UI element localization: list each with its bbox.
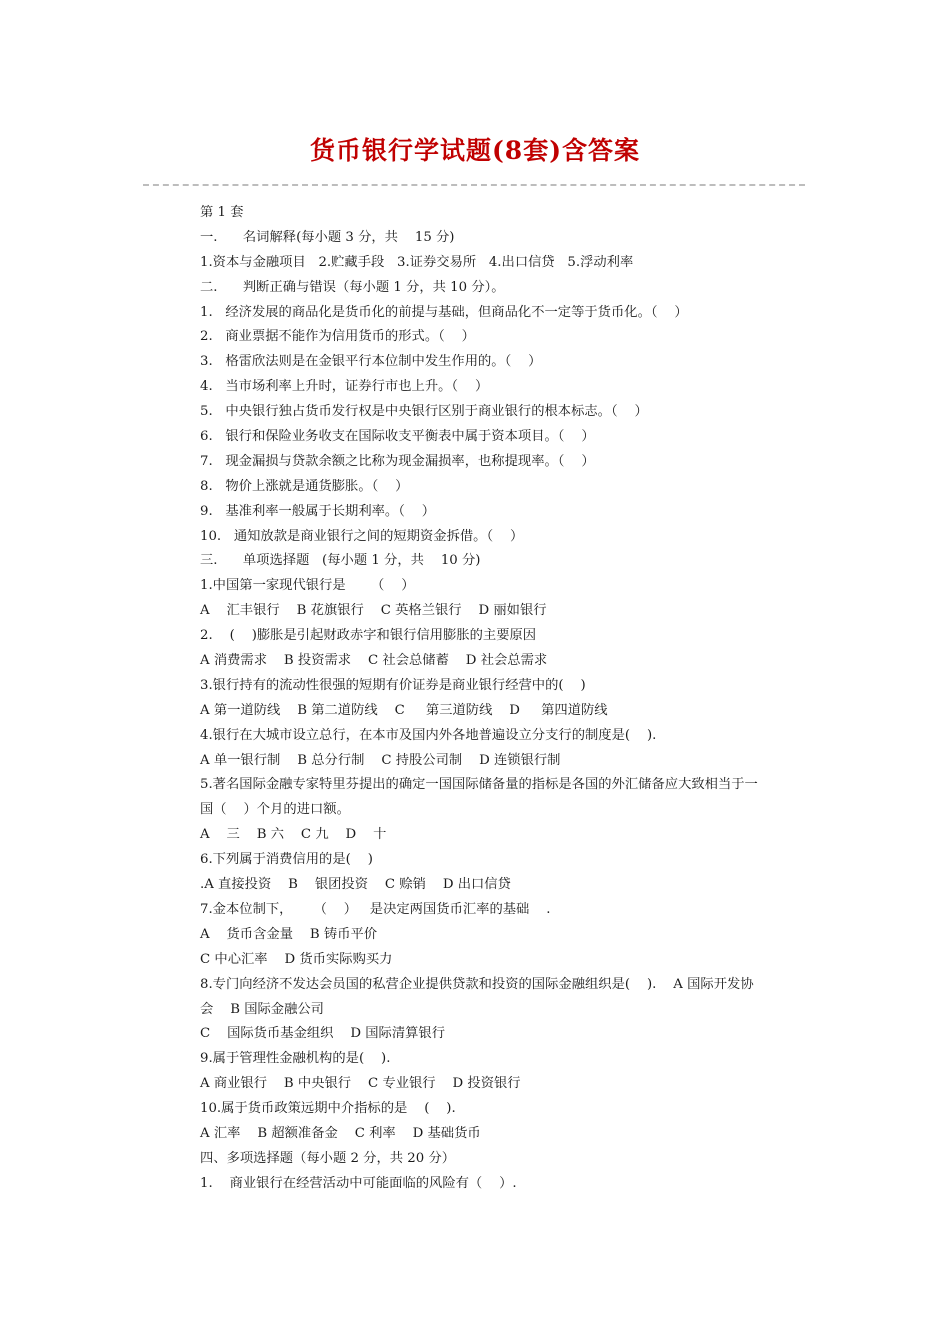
text-line: 1.资本与金融项目 2.贮藏手段 3.证券交易所 4.出口信贷 5.浮动利率 (200, 254, 634, 270)
text-line: 一. 名词解释(每小题 3 分，共 15 分) (200, 229, 455, 245)
text-line: A 三 B 六 C 九 D 十 (200, 827, 387, 843)
text-line: 会 B 国际金融公司 (200, 1001, 324, 1017)
text-line: 4.银行在大城市设立总行，在本市及国内外各地普遍设立分支行的制度是( ). (200, 727, 657, 743)
text-line: A 商业银行 B 中央银行 C 专业银行 D 投资银行 (200, 1076, 521, 1092)
title-divider (143, 184, 805, 186)
text-line: 6.下列属于消费信用的是( ) (200, 852, 373, 868)
text-line: 3.银行持有的流动性很强的短期有价证券是商业银行经营中的( ) (200, 677, 586, 693)
text-line: A 第一道防线 B 第二道防线 C 第三道防线 D 第四道防线 (200, 702, 608, 718)
text-line: 10.属于货币政策远期中介指标的是 ( ). (200, 1101, 456, 1117)
text-line: 7. 现金漏损与贷款余额之比称为现金漏损率，也称提现率。（ ） (200, 453, 595, 469)
text-line: 4. 当市场利率上升时，证券行市也上升。（ ） (200, 379, 489, 395)
text-line: 2. 商业票据不能作为信用货币的形式。（ ） (200, 329, 475, 345)
text-line: C 国际货币基金组织 D 国际清算银行 (200, 1026, 446, 1042)
text-line: A 单一银行制 B 总分行制 C 持股公司制 D 连锁银行制 (200, 752, 561, 768)
text-line: 9. 基准利率一般属于长期利率。（ ） (200, 503, 436, 519)
text-line: 1. 经济发展的商品化是货币化的前提与基础，但商品化不一定等于货币化。（ ） (200, 304, 688, 320)
document-title: 货币银行学试题(8套)含答案 (309, 136, 641, 165)
text-line: 5. 中央银行独占货币发行权是中央银行区别于商业银行的根本标志。（ ） (200, 404, 648, 420)
text-line: 10. 通知放款是商业银行之间的短期资金拆借。（ ） (200, 528, 524, 544)
document-body (200, 201, 810, 1197)
text-line: A 汇率 B 超额准备金 C 利率 D 基础货币 (200, 1125, 481, 1141)
text-line: 5.著名国际金融专家特里芬提出的确定一国国际储备量的指标是各国的外汇储备应大致相当于一 (200, 777, 758, 793)
text-line: 国（ ）个月的进口额。 (200, 802, 350, 818)
text-line: 7.金本位制下， （ ） 是决定两国货币汇率的基础 . (200, 901, 551, 917)
text-line: 8. 物价上涨就是通货膨胀。（ ） (200, 478, 409, 494)
text-line: 1. 商业银行在经营活动中可能面临的风险有（ ）. (200, 1175, 517, 1191)
text-line: A 汇丰银行 B 花旗银行 C 英格兰银行 D 丽如银行 (200, 603, 547, 619)
text-line: 第 1 套 (200, 205, 244, 220)
text-line: .A 直接投资 B 银团投资 C 赊销 D 出口信贷 (200, 877, 511, 893)
text-line: 9.属于管理性金融机构的是( ). (200, 1051, 391, 1067)
text-line: 2. ( )膨胀是引起财政赤字和银行信用膨胀的主要原因 (200, 628, 537, 644)
text-line: 四、多项选择题（每小题 2 分，共 20 分） (200, 1150, 456, 1166)
text-line: 6. 银行和保险业务收支在国际收支平衡表中属于资本项目。（ ） (200, 429, 595, 445)
text-line: 三. 单项选择题 (每小题 1 分，共 10 分) (200, 553, 481, 569)
text-line: 8.专门向经济不发达会员国的私营企业提供贷款和投资的国际金融组织是( ). A 国际开发协 (200, 976, 754, 992)
text-line: C 中心汇率 D 货币实际购买力 (200, 951, 393, 967)
text-line: 1.中国第一家现代银行是 （ ） (200, 578, 415, 594)
text-line: A 消费需求 B 投资需求 C 社会总储蓄 D 社会总需求 (200, 653, 548, 669)
text-line: 3. 格雷欣法则是在金银平行本位制中发生作用的。（ ） (200, 354, 542, 370)
text-line: 二. 判断正确与错误（每小题 1 分，共 10 分）。 (200, 279, 505, 295)
text-line: A 货币含金量 B 铸币平价 (200, 926, 378, 942)
